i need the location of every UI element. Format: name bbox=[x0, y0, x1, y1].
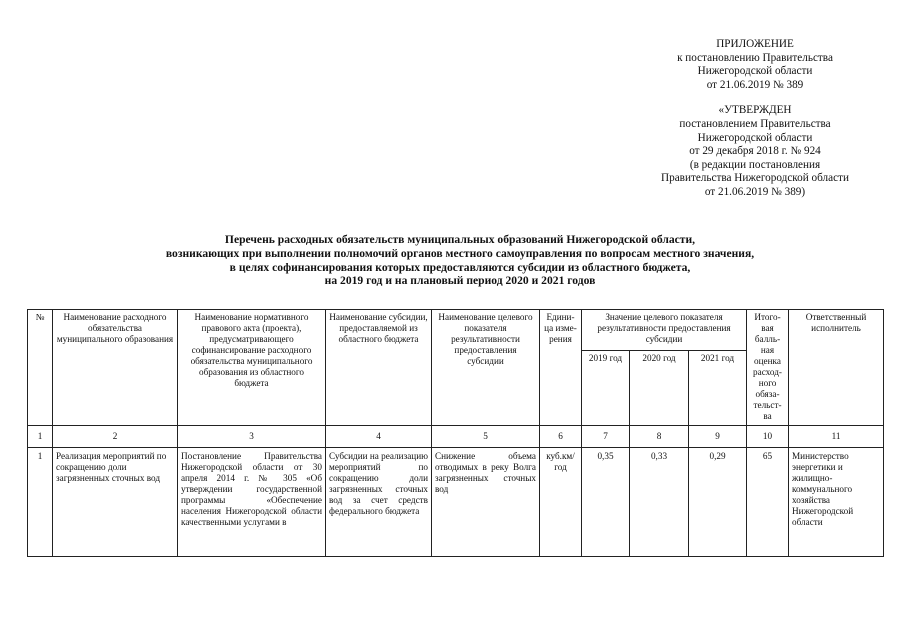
header-year-2021: 2021 год bbox=[689, 351, 747, 426]
column-number: 6 bbox=[540, 426, 582, 448]
header-year-2019: 2019 год bbox=[582, 351, 630, 426]
cell-num: 1 bbox=[28, 448, 53, 557]
document-title bbox=[90, 233, 830, 288]
cell-act: Постановление Правительства Нижегородской области от 30 апреля 2014 г. № 305 «Об утверждении государственной программы «Обеспечение населения Нижегородской области качественными услугами в bbox=[178, 448, 326, 557]
cell-value-2019: 0,35 bbox=[582, 448, 630, 557]
obligations-table bbox=[27, 309, 884, 557]
header-indicator: Наименование целевого показателя результативности предоставления субсидии bbox=[432, 310, 540, 426]
cell-indicator: Снижение объема отводимых в реку Волга загрязненных сточных вод bbox=[432, 448, 540, 557]
approval-line: постановлением Правительства bbox=[679, 117, 831, 130]
column-number: 3 bbox=[178, 426, 326, 448]
header-obligation: Наименование расходного обязательства муниципального образования bbox=[53, 310, 178, 426]
title-line: на 2019 год и на плановый период 2020 и 2021 годов bbox=[324, 274, 596, 288]
approval-line: (в редакции постановления bbox=[689, 158, 821, 171]
approval-line: от 29 декабря 2018 г. № 924 bbox=[689, 145, 821, 158]
header-row bbox=[28, 310, 884, 351]
appendix-line: Нижегородской области bbox=[697, 65, 813, 78]
column-number: 7 bbox=[582, 426, 630, 448]
approval-line: от 21.06.2019 № 389) bbox=[704, 185, 806, 198]
column-number: 5 bbox=[432, 426, 540, 448]
column-number: 2 bbox=[53, 426, 178, 448]
column-number: 9 bbox=[689, 426, 747, 448]
cell-subsidy: Субсидии на реализацию мероприятий по сокращению доли загрязненных сточных вод за счет средств федерального бюджета bbox=[326, 448, 432, 557]
header-year-2020: 2020 год bbox=[630, 351, 689, 426]
header-executor: Ответственный исполнитель bbox=[789, 310, 884, 426]
cell-value-2020: 0,33 bbox=[630, 448, 689, 557]
cell-obligation: Реализация мероприятий по сокращению доли загрязненных сточных вод bbox=[53, 448, 178, 557]
appendix-block bbox=[640, 38, 870, 200]
column-number: 10 bbox=[747, 426, 789, 448]
cell-score: 65 bbox=[747, 448, 789, 557]
appendix-line: к постановлению Правительства bbox=[677, 51, 833, 64]
appendix-line: от 21.06.2019 № 389 bbox=[706, 78, 804, 91]
column-number: 1 bbox=[28, 426, 53, 448]
approval-line: Правительства Нижегородской области bbox=[661, 172, 849, 185]
header-subsidy: Наименование субсидии, предоставляемой из областного бюджета bbox=[326, 310, 432, 426]
spacer bbox=[640, 92, 870, 104]
column-number: 4 bbox=[326, 426, 432, 448]
header-num: № bbox=[28, 310, 53, 426]
cell-executor: Министерство энергетики и жилищно-коммунального хозяйства Нижегородской области bbox=[789, 448, 884, 557]
title-line: Перечень расходных обязательств муниципальных образований Нижегородской области, bbox=[224, 233, 696, 246]
approval-line: «УТВЕРЖДЕН bbox=[718, 104, 792, 117]
header-act: Наименование нормативного правового акта (проекта), предусматривающего софинансирование расходного обязательства муниципального образования из областного бюджета bbox=[178, 310, 326, 426]
header-unit: Едини-ца изме-рения bbox=[540, 310, 582, 426]
title-line: в целях софинансирования которых предоставляются субсидии из областного бюджета, bbox=[229, 260, 691, 274]
cell-unit: куб.км/ год bbox=[540, 448, 582, 557]
appendix-line: ПРИЛОЖЕНИЕ bbox=[716, 38, 794, 50]
cell-value-2021: 0,29 bbox=[689, 448, 747, 557]
column-number-row bbox=[28, 426, 884, 448]
column-number: 11 bbox=[789, 426, 884, 448]
column-number: 8 bbox=[630, 426, 689, 448]
title-line: возникающих при выполнении полномочий органов местного самоуправления по вопросам местного значения, bbox=[165, 246, 755, 260]
header-score: Итого-вая балль-ная оценка расход-ного обяза-тельст-ва bbox=[747, 310, 789, 426]
header-target-group: Значение целевого показателя результативности предоставления субсидии bbox=[582, 310, 747, 351]
table-row bbox=[28, 448, 884, 557]
approval-line: Нижегородской области bbox=[697, 131, 813, 144]
